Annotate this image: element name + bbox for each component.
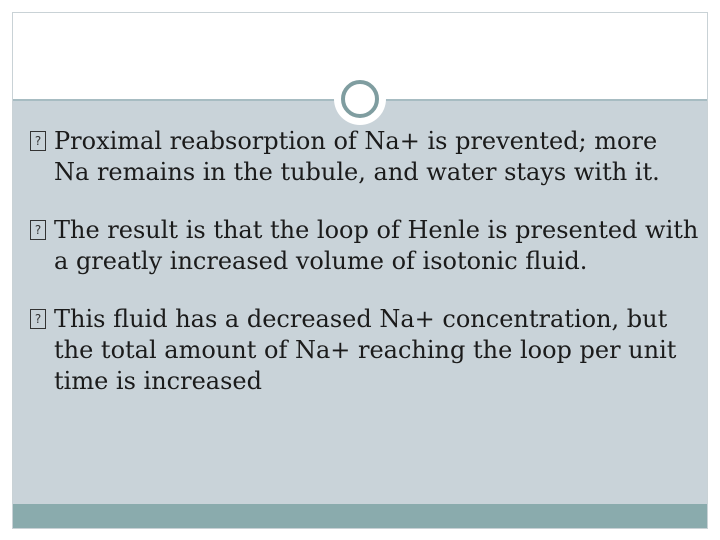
- circle-ring-icon: [341, 80, 379, 118]
- bullet-text: The result is that the loop of Henle is presented with a greatly increased volume of isotonic fluid.: [54, 216, 699, 275]
- bullet-item: [30, 126, 700, 188]
- bullet-text: Proximal reabsorption of Na+ is prevented; more Na remains in the tubule, and water stays with it.: [54, 127, 660, 186]
- bullet-icon: ?: [30, 309, 46, 329]
- bullet-icon: ?: [30, 220, 46, 240]
- bullet-item: [30, 304, 700, 397]
- bullet-item: [30, 215, 700, 277]
- bullet-list: [30, 126, 700, 424]
- bullet-icon: ?: [30, 131, 46, 151]
- bullet-text: This fluid has a decreased Na+ concentration, but the total amount of Na+ reaching the loop per unit time is increased: [54, 305, 677, 395]
- footer-bar: [13, 504, 707, 528]
